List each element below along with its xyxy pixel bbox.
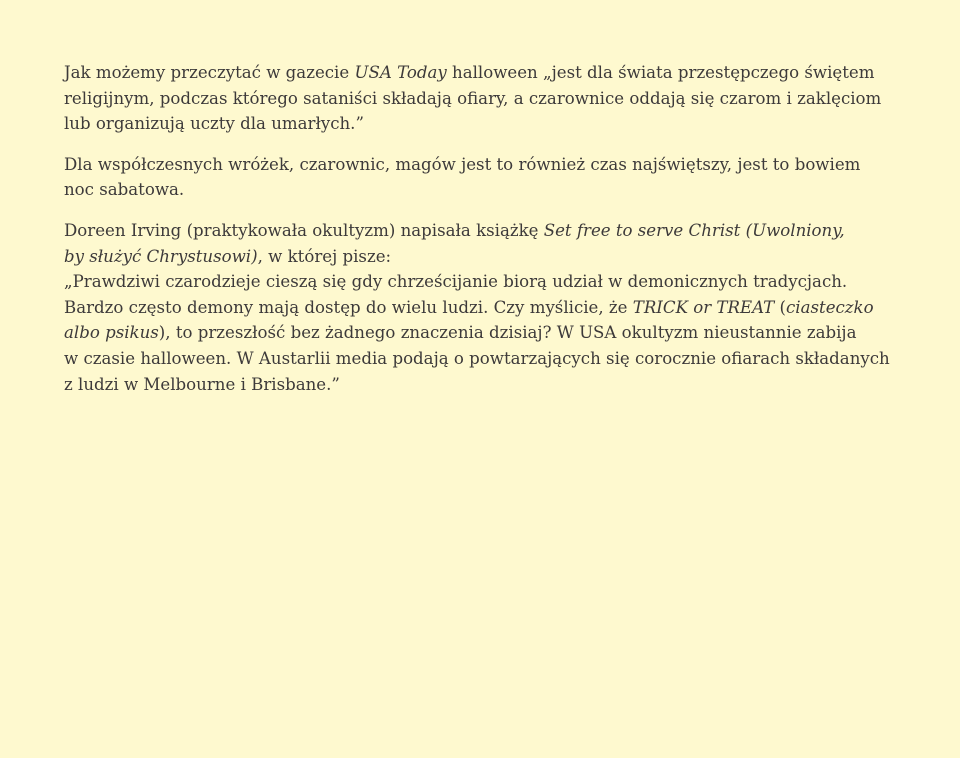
text-line [64, 60, 904, 86]
text-line [64, 244, 904, 270]
paragraph-1 [64, 60, 904, 137]
paragraph-2 [64, 152, 904, 203]
text-run: Dla współczesnych wróżek, czarownic, magów jest to również czas najświętszy, jest to bowiem [64, 154, 861, 174]
book-title: by służyć Chrystusowi) [64, 246, 258, 266]
text-run: lub organizują uczty dla umarłych.” [64, 114, 364, 134]
emphasis-phrase: TRICK or TREAT [632, 297, 775, 317]
publication-title: USA Today [354, 63, 447, 82]
text-run: halloween „jest dla świata przestępczego świętem [446, 63, 875, 82]
document-body [64, 60, 904, 397]
text-run: ), to przeszłość bez żadnego znaczenia dzisiaj? W USA okultyzm nieustannie zabija [158, 323, 857, 343]
text-run: , w której pisze: [257, 246, 392, 266]
paragraph-spacer [64, 203, 904, 218]
emphasis-phrase: albo psikus [64, 323, 159, 343]
text-run: Doreen Irving (praktykowała okultyzm) napisała książkę [64, 220, 544, 240]
quote-line [64, 372, 904, 398]
paragraph-3 [64, 218, 904, 397]
quote-line [64, 269, 904, 295]
quote-line [64, 346, 904, 372]
text-line [64, 111, 904, 137]
text-line [64, 152, 904, 178]
book-title: Set free to serve Christ (Uwolniony, [543, 220, 845, 240]
text-run: religijnym, podczas którego sataniści składają ofiary, a czarownice oddają się czarom i zaklęciom [64, 88, 882, 108]
emphasis-phrase: ciasteczko [786, 297, 874, 317]
text-run: „Prawdziwi czarodzieje cieszą się gdy chrześcijanie biorą udział w demonicznych tradycjach. [64, 272, 848, 292]
text-line [64, 86, 904, 112]
text-run: noc sabatowa. [64, 180, 185, 200]
text-run: z ludzi w Melbourne i Brisbane.” [64, 374, 340, 394]
paragraph-spacer [64, 137, 904, 152]
text-run: Bardzo często demony mają dostęp do wielu ludzi. Czy myślicie, że [64, 297, 633, 317]
text-run: Jak możemy przeczytać w gazecie [64, 63, 355, 82]
quote-line [64, 320, 904, 346]
text-line [64, 218, 904, 244]
text-line [64, 177, 904, 203]
text-run: w czasie halloween. W Austarlii media podają o powtarzających się corocznie ofiarach składanych [64, 348, 890, 368]
text-run: ( [774, 297, 787, 317]
quote-line [64, 295, 904, 321]
